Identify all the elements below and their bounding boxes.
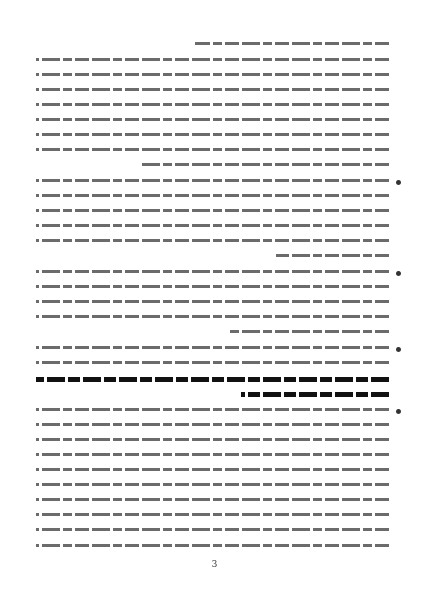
- text-line: [36, 544, 389, 551]
- text-line: [36, 194, 389, 201]
- text-line: [36, 330, 389, 337]
- text-line: [36, 148, 389, 155]
- page-number: 3: [211, 560, 218, 570]
- text-line: [36, 254, 389, 261]
- text-line: [36, 58, 389, 65]
- paragraph-final: [36, 544, 389, 551]
- bullet-icon: [396, 180, 401, 185]
- text-line: [36, 315, 389, 322]
- text-line: [36, 423, 389, 430]
- bullet-icon: [396, 271, 401, 276]
- paragraph-2: [36, 58, 389, 170]
- paragraph-1: [36, 42, 389, 49]
- text-line: [36, 498, 389, 505]
- bullet-paragraph-3: [36, 346, 389, 368]
- bullet-icon: [396, 409, 401, 414]
- text-line: [36, 73, 389, 80]
- text-line: [36, 163, 389, 170]
- text-line: [36, 513, 389, 520]
- heading-line: [36, 377, 389, 384]
- text-line: [36, 224, 389, 231]
- text-line: [36, 42, 389, 49]
- text-line: [36, 300, 389, 307]
- text-line: [36, 103, 389, 110]
- bullet-paragraph-2: [36, 270, 389, 337]
- text-line: [36, 270, 389, 277]
- bullet-icon: [396, 347, 401, 352]
- text-line: [36, 346, 389, 353]
- text-line: [36, 528, 389, 535]
- text-line: [36, 209, 389, 216]
- bullet-paragraph-1: [36, 179, 389, 261]
- text-line: [36, 483, 389, 490]
- text-line: [36, 408, 389, 415]
- bullet-paragraph-4: [36, 408, 389, 535]
- section-heading: [36, 377, 389, 399]
- text-line: [36, 133, 389, 140]
- text-line: [36, 438, 389, 445]
- text-line: [36, 468, 389, 475]
- heading-line: [36, 392, 389, 399]
- text-line: [36, 239, 389, 246]
- text-line: [36, 285, 389, 292]
- text-line: [36, 179, 389, 186]
- text-line: [36, 88, 389, 95]
- text-line: [36, 361, 389, 368]
- text-line: [36, 118, 389, 125]
- text-line: [36, 453, 389, 460]
